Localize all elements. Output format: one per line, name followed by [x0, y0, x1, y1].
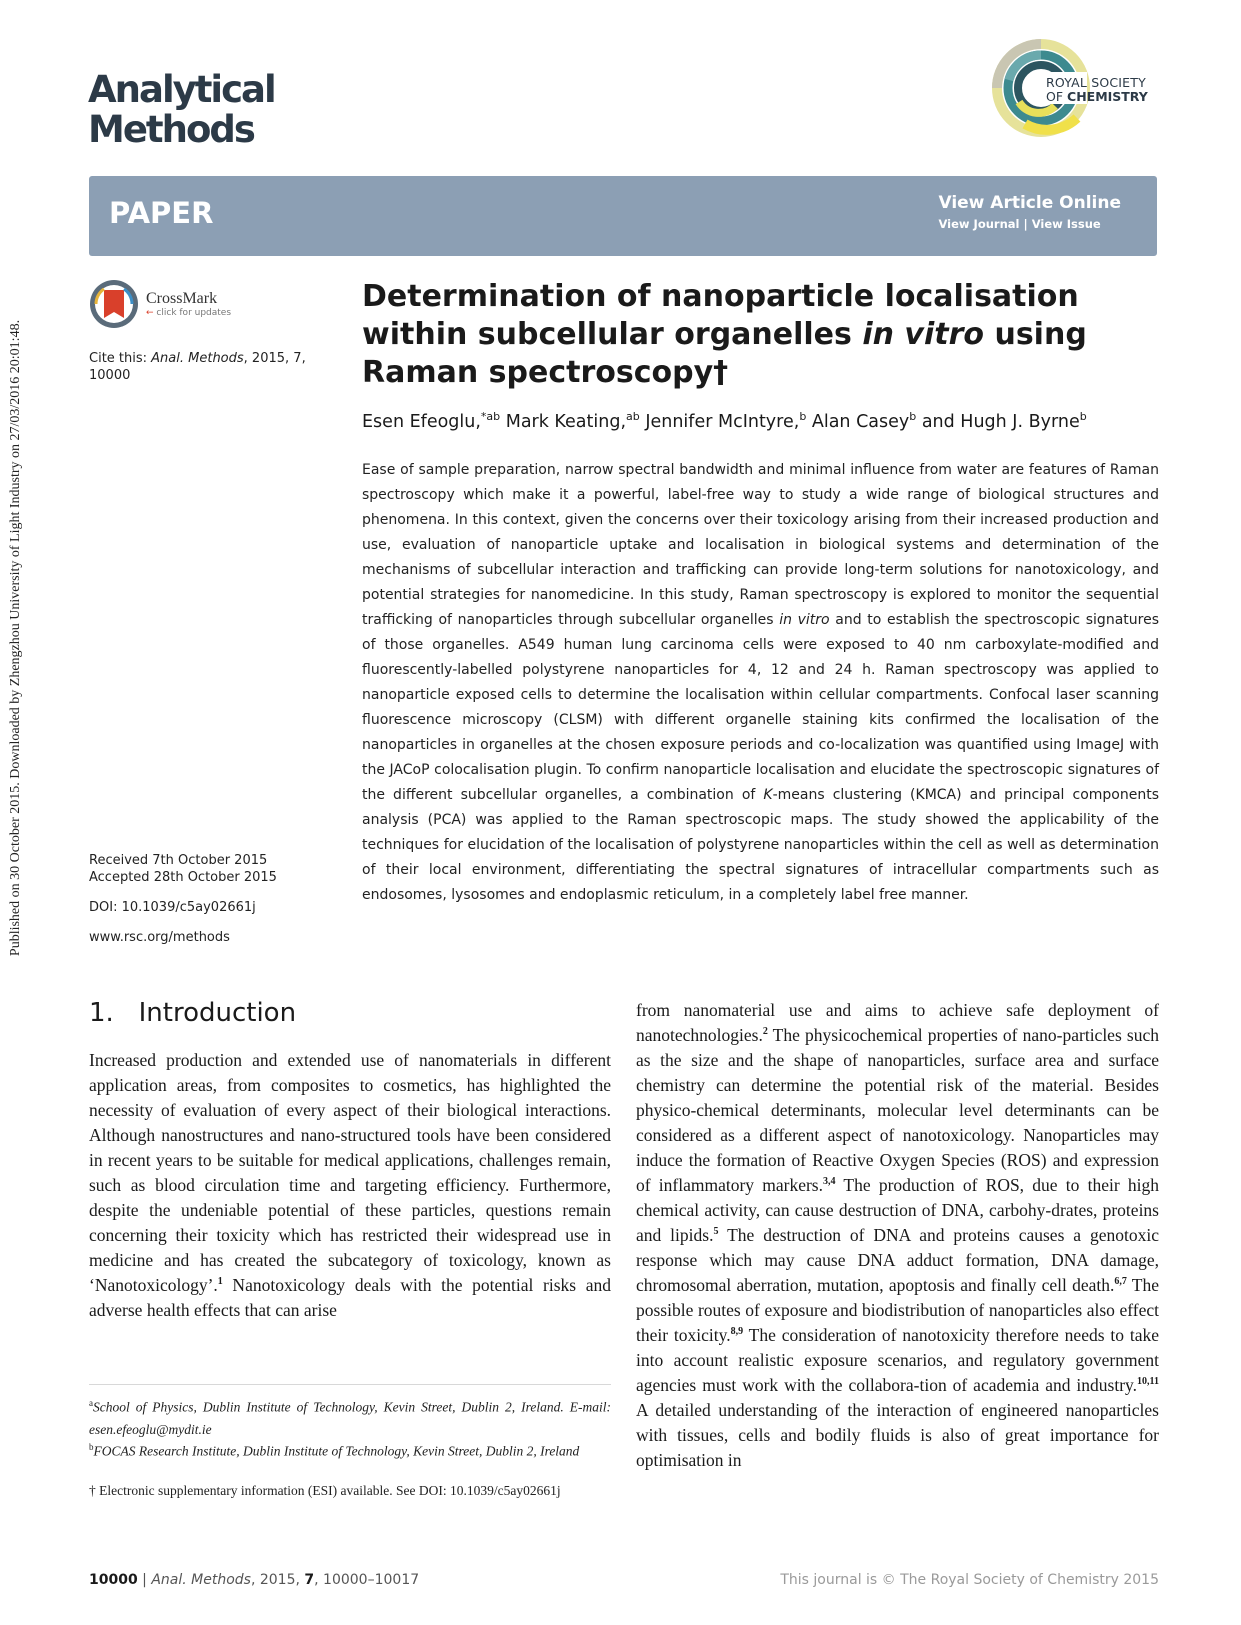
reference-link[interactable]: 5 [713, 1226, 719, 1238]
crossmark-label[interactable] [146, 290, 231, 318]
abstract-text: and to establish the spectroscopic signatures of those organelles. A549 human lung carcinoma cells were exposed to 40 nm carboxylate-modified and fluorescently-labelled polystyrene nanoparticles for 4, 12 and 24 h. Raman spectroscopy was applied to nanoparticle exposed cells to determine the localisation within cellular compartments. Confocal laser scanning fluorescence microscopy (CLSM) with different organelle staining kits confirmed the localisation of the nanoparticles in organelles at the chosen exposure periods and co-localization was quantified using ImageJ with the JACoP colocalisation plugin. To confirm nanoparticle localisation and elucidate the spectroscopic signatures of the different subcellular organelles, a combination of [362, 612, 1159, 803]
body-text: from nanomaterial use and aims to achieve safe deployment of nanotechnologies. [636, 1000, 1159, 1045]
body-text: The production of ROS, due to their high chemical activity, can cause destruction of DNA, carbohy-drates, proteins and lipids. [636, 1175, 1159, 1245]
cite-journal: Anal. Methods [151, 351, 244, 366]
author-affiliation: ab [626, 410, 640, 423]
publication-side-note: Published on 30 October 2015. Downloaded by Zhengzhou University of Light Industry on 27/03/2016 20:01:48. [8, 319, 23, 957]
author-name: Esen Efeoglu, [362, 411, 481, 432]
footnote-divider [89, 1384, 611, 1385]
cite-suffix: , [301, 351, 306, 366]
crossmark-name: CrossMark [146, 290, 218, 307]
rsc-wordmark-line1: ROYAL SOCIETY [1046, 75, 1146, 90]
reference-link[interactable]: 6,7 [1114, 1276, 1127, 1288]
link-separator: | [1023, 217, 1028, 231]
reference-link[interactable]: 8,9 [730, 1326, 744, 1338]
author-affiliation: b [1079, 410, 1087, 423]
abstract-text: -means clustering (KMCA) and principal components analysis (PCA) was applied to the Raman spectroscopic maps. The study showed the applicability of the techniques for elucidation of the localisation of polystyrene nanoparticles within the cell as well as determination of their local environment, differentiating the spectral signatures of intracellular compartments such as endosomes, lysosomes and endoplasmic reticulum, in a completely label free manner. [362, 787, 1160, 903]
page-number: 10000 [89, 1572, 138, 1588]
cite-year: , 2015, [243, 351, 294, 366]
reference-link[interactable]: 2 [762, 1026, 768, 1038]
journal-title-line2: Methods [88, 108, 254, 151]
footnote-affiliation-a [89, 1392, 611, 1441]
citation [89, 350, 306, 384]
journal-title [88, 70, 275, 150]
journal-issue-links [938, 217, 1121, 231]
journal-title-line1: Analytical [88, 68, 275, 111]
view-journal-link[interactable]: View Journal [938, 217, 1020, 231]
received-date: Received 7th October 2015 [89, 853, 268, 868]
author-name: Jennifer McIntyre, [639, 411, 800, 432]
rsc-wordmark-bold: CHEMISTRY [1067, 89, 1148, 104]
doi[interactable]: DOI: 10.1039/c5ay02661j [89, 900, 256, 915]
body-text: The consideration of nanotoxicity therefore needs to take into account realistic exposure scenarios, and regulatory government agencies must work with the collabora-tion of academia and industry. [636, 1325, 1159, 1395]
paper-banner [89, 176, 1157, 256]
body-text: Nanotoxicology deals with the potential risks and adverse health effects that can arise [89, 1275, 611, 1320]
cite-pages: 10000 [89, 368, 131, 383]
footer-volume: 7 [304, 1572, 315, 1588]
author-affiliation: *ab [480, 410, 501, 423]
reference-link[interactable]: 10,11 [1137, 1376, 1159, 1388]
author-list [362, 410, 1162, 432]
author-affiliation: b [799, 410, 807, 423]
cite-volume: 7 [293, 351, 302, 366]
body-column-left [89, 1048, 611, 1323]
section-title: Introduction [138, 998, 297, 1028]
body-column-right [636, 998, 1159, 1473]
footnote-text: School of Physics, Dublin Institute of Technology, Kevin Street, Dublin 2, Ireland. E-mail: esen.efeoglu@mydit.ie [89, 1399, 611, 1437]
copyright-notice: This journal is © The Royal Society of Chemistry 2015 [780, 1572, 1159, 1588]
author-affiliation: b [909, 410, 917, 423]
footnote-marker: b [89, 1442, 94, 1452]
body-text: Increased production and extended use of nanomaterials in different application areas, from composites to cosmetics, has highlighted the necessity of evaluation of every aspect of their biological interactions. Although nanostructures and nano-structured tools have been considered in recent years to be suitable for medical applications, challenges remain, such as blood circulation time and targeting efficiency. Furthermore, despite the undeniable potential of these particles, questions remain concerning their toxicity which has restricted their widespread use in medicine and has created the subcategory of toxicology, known as ‘Nanotoxicology’. [89, 1050, 611, 1295]
footer-journal: Anal. Methods [151, 1572, 251, 1588]
footnote-marker: a [89, 1398, 93, 1408]
article-title-part1: Determination of nanoparticle localisation within subcellular organelles [362, 279, 1079, 352]
author-name: Alan Casey [806, 411, 910, 432]
footer-pages: , 10000–10017 [314, 1572, 420, 1588]
paper-type-label: PAPER [109, 196, 214, 230]
crossmark-caption [146, 308, 231, 318]
abstract-text: Ease of sample preparation, narrow spectral bandwidth and minimal influence from water are features of Raman spectroscopy which make it a powerful, label-free way to study a wide range of biological structures and phenomena. In this context, given the concerns over their toxicology arising from their increased production and use, evaluation of nanoparticle uptake and localisation in biological systems and determination of the mechanisms of subcellular interaction and trafficking can provide long-term solutions for nanotoxicology, and potential strategies for nanomedicine. In this study, Raman spectroscopy is explored to monitor the sequential trafficking of nanoparticles through subcellular organelles [362, 462, 1159, 628]
cite-prefix: Cite this: [89, 351, 152, 366]
footnote-esi: † Electronic supplementary information (ESI) available. See DOI: 10.1039/c5ay02661j [89, 1483, 561, 1498]
footer-year: , 2015, [250, 1572, 305, 1588]
footnote-text: FOCAS Research Institute, Dublin Institute of Technology, Kevin Street, Dublin 2, Ireland [93, 1443, 580, 1459]
reference-link[interactable]: 1 [217, 1276, 223, 1288]
body-text: The physicochemical properties of nano-particles such as the size and the shape of nanoparticles, surface area and surface chemistry can determine the potential risk of the material. Besides physico-chemical determinants, molecular level determinants can be considered as a different aspect of nanotoxicology. Nanoparticles may induce the formation of Reactive Oxygen Species (ROS) and expression of inflammatory markers. [636, 1025, 1159, 1195]
banner-links [938, 193, 1121, 231]
view-issue-link[interactable]: View Issue [1031, 217, 1101, 231]
page-footer-citation [89, 1572, 419, 1588]
reference-link[interactable]: 3,4 [823, 1176, 836, 1188]
crossmark-arrow-icon: ← [146, 308, 154, 318]
abstract-italic: in vitro [779, 612, 830, 628]
section-number: 1. [89, 998, 114, 1028]
journal-url[interactable]: www.rsc.org/methods [89, 930, 230, 945]
rsc-wordmark [1046, 76, 1148, 104]
author-name: Mark Keating, [500, 411, 627, 432]
body-text: The possible routes of exposure and biodistribution of nanoparticles also effect their toxicity. [636, 1275, 1159, 1345]
author-name: and Hugh J. Byrne [916, 411, 1080, 432]
footer-separator: | [137, 1572, 152, 1588]
article-title [362, 278, 1162, 392]
section-heading [89, 998, 296, 1028]
article-title-part2: using Raman spectroscopy† [362, 317, 1087, 390]
crossmark-caption-text: click for updates [156, 308, 232, 318]
body-text: A detailed understanding of the interaction of engineered nanoparticles with tissues, cells and bodily fluids is also of great importance for optimisation in [636, 1400, 1159, 1470]
footnote-affiliation-b [89, 1436, 611, 1463]
rsc-wordmark-prefix: OF [1046, 89, 1068, 104]
abstract-italic: K [763, 787, 773, 803]
body-text: The destruction of DNA and proteins causes a genotoxic response which may cause DNA adduct formation, DNA damage, chromosomal aberration, mutation, apoptosis and finally cell death. [636, 1225, 1159, 1295]
article-title-italic: in vitro [862, 317, 985, 352]
accepted-date: Accepted 28th October 2015 [89, 870, 277, 885]
view-article-online-link[interactable]: View Article Online [938, 193, 1121, 213]
abstract [362, 458, 1159, 908]
